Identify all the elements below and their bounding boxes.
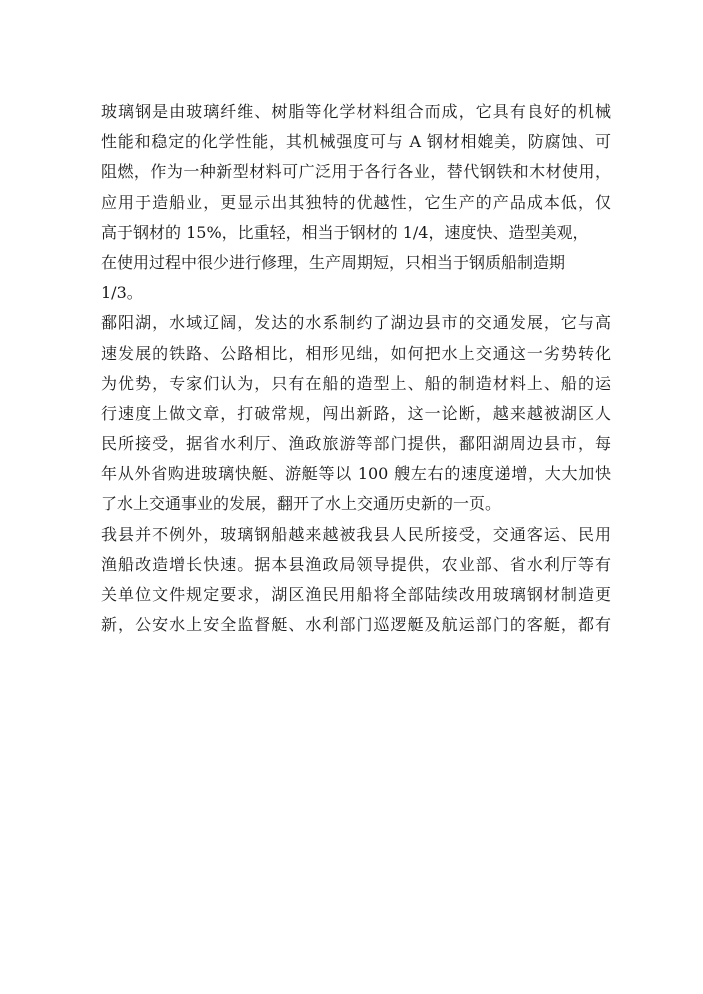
paragraph-county-situation (101, 520, 611, 641)
document-body (101, 97, 611, 640)
text-line: 在使用过程中很少进行修理，生产周期短，只相当于钢质船制造期 (101, 252, 566, 272)
text-line: 年从外省购进玻璃快艇、游艇等以 100 艘左右的速度递增，大大加快 (101, 464, 611, 484)
text-line: 阻燃，作为一种新型材料可广泛用于各行各业，替代钢铁和木材使用， (101, 162, 611, 182)
text-line: 高于钢材的 15%，比重轻，相当于钢材的 1/4，速度快、造型美观， (101, 222, 589, 242)
text-line: 新，公安水上安全监督艇、水利部门巡逻艇及航运部门的客艇，都有 (101, 615, 611, 635)
text-line: 为优势，专家们认为，只有在船的造型上、船的制造材料上、船的运 (101, 373, 611, 393)
text-line: 行速度上做文章，打破常规，闯出新路，这一论断，越来越被湖区人 (101, 403, 611, 423)
text-line: 我县并不例外，玻璃钢船越来越被我县人民所接受，交通客运、民用 (101, 524, 611, 544)
paragraph-poyang-lake (101, 308, 611, 519)
text-line: 民所接受，据省水利厅、渔政旅游等部门提供，鄱阳湖周边县市，每 (101, 434, 611, 454)
text-line: 速发展的铁路、公路相比，相形见绌，如何把水上交通这一劣势转化 (101, 343, 611, 363)
paragraph-fiberglass-intro (101, 97, 611, 308)
text-line: 关单位文件规定要求，湖区渔民用船将全部陆续改用玻璃钢材制造更 (101, 585, 611, 604)
text-line: 1/3。 (101, 283, 143, 303)
text-line: 渔船改造增长快速。据本县渔政局领导提供，农业部、省水利厅等有 (101, 554, 611, 574)
text-line: 性能和稳定的化学性能，其机械强度可与 A 钢材相媲美，防腐蚀、可 (101, 132, 611, 152)
text-line: 鄱阳湖，水域辽阔，发达的水系制约了湖边县市的交通发展，它与高 (101, 313, 611, 333)
text-line: 应用于造船业，更显示出其独特的优越性，它生产的产品成本低，仅 (101, 192, 611, 212)
text-line: 了水上交通事业的发展，翻开了水上交通历史新的一页。 (101, 494, 502, 514)
text-line: 玻璃钢是由玻璃纤维、树脂等化学材料组合而成，它具有良好的机械 (101, 102, 611, 121)
